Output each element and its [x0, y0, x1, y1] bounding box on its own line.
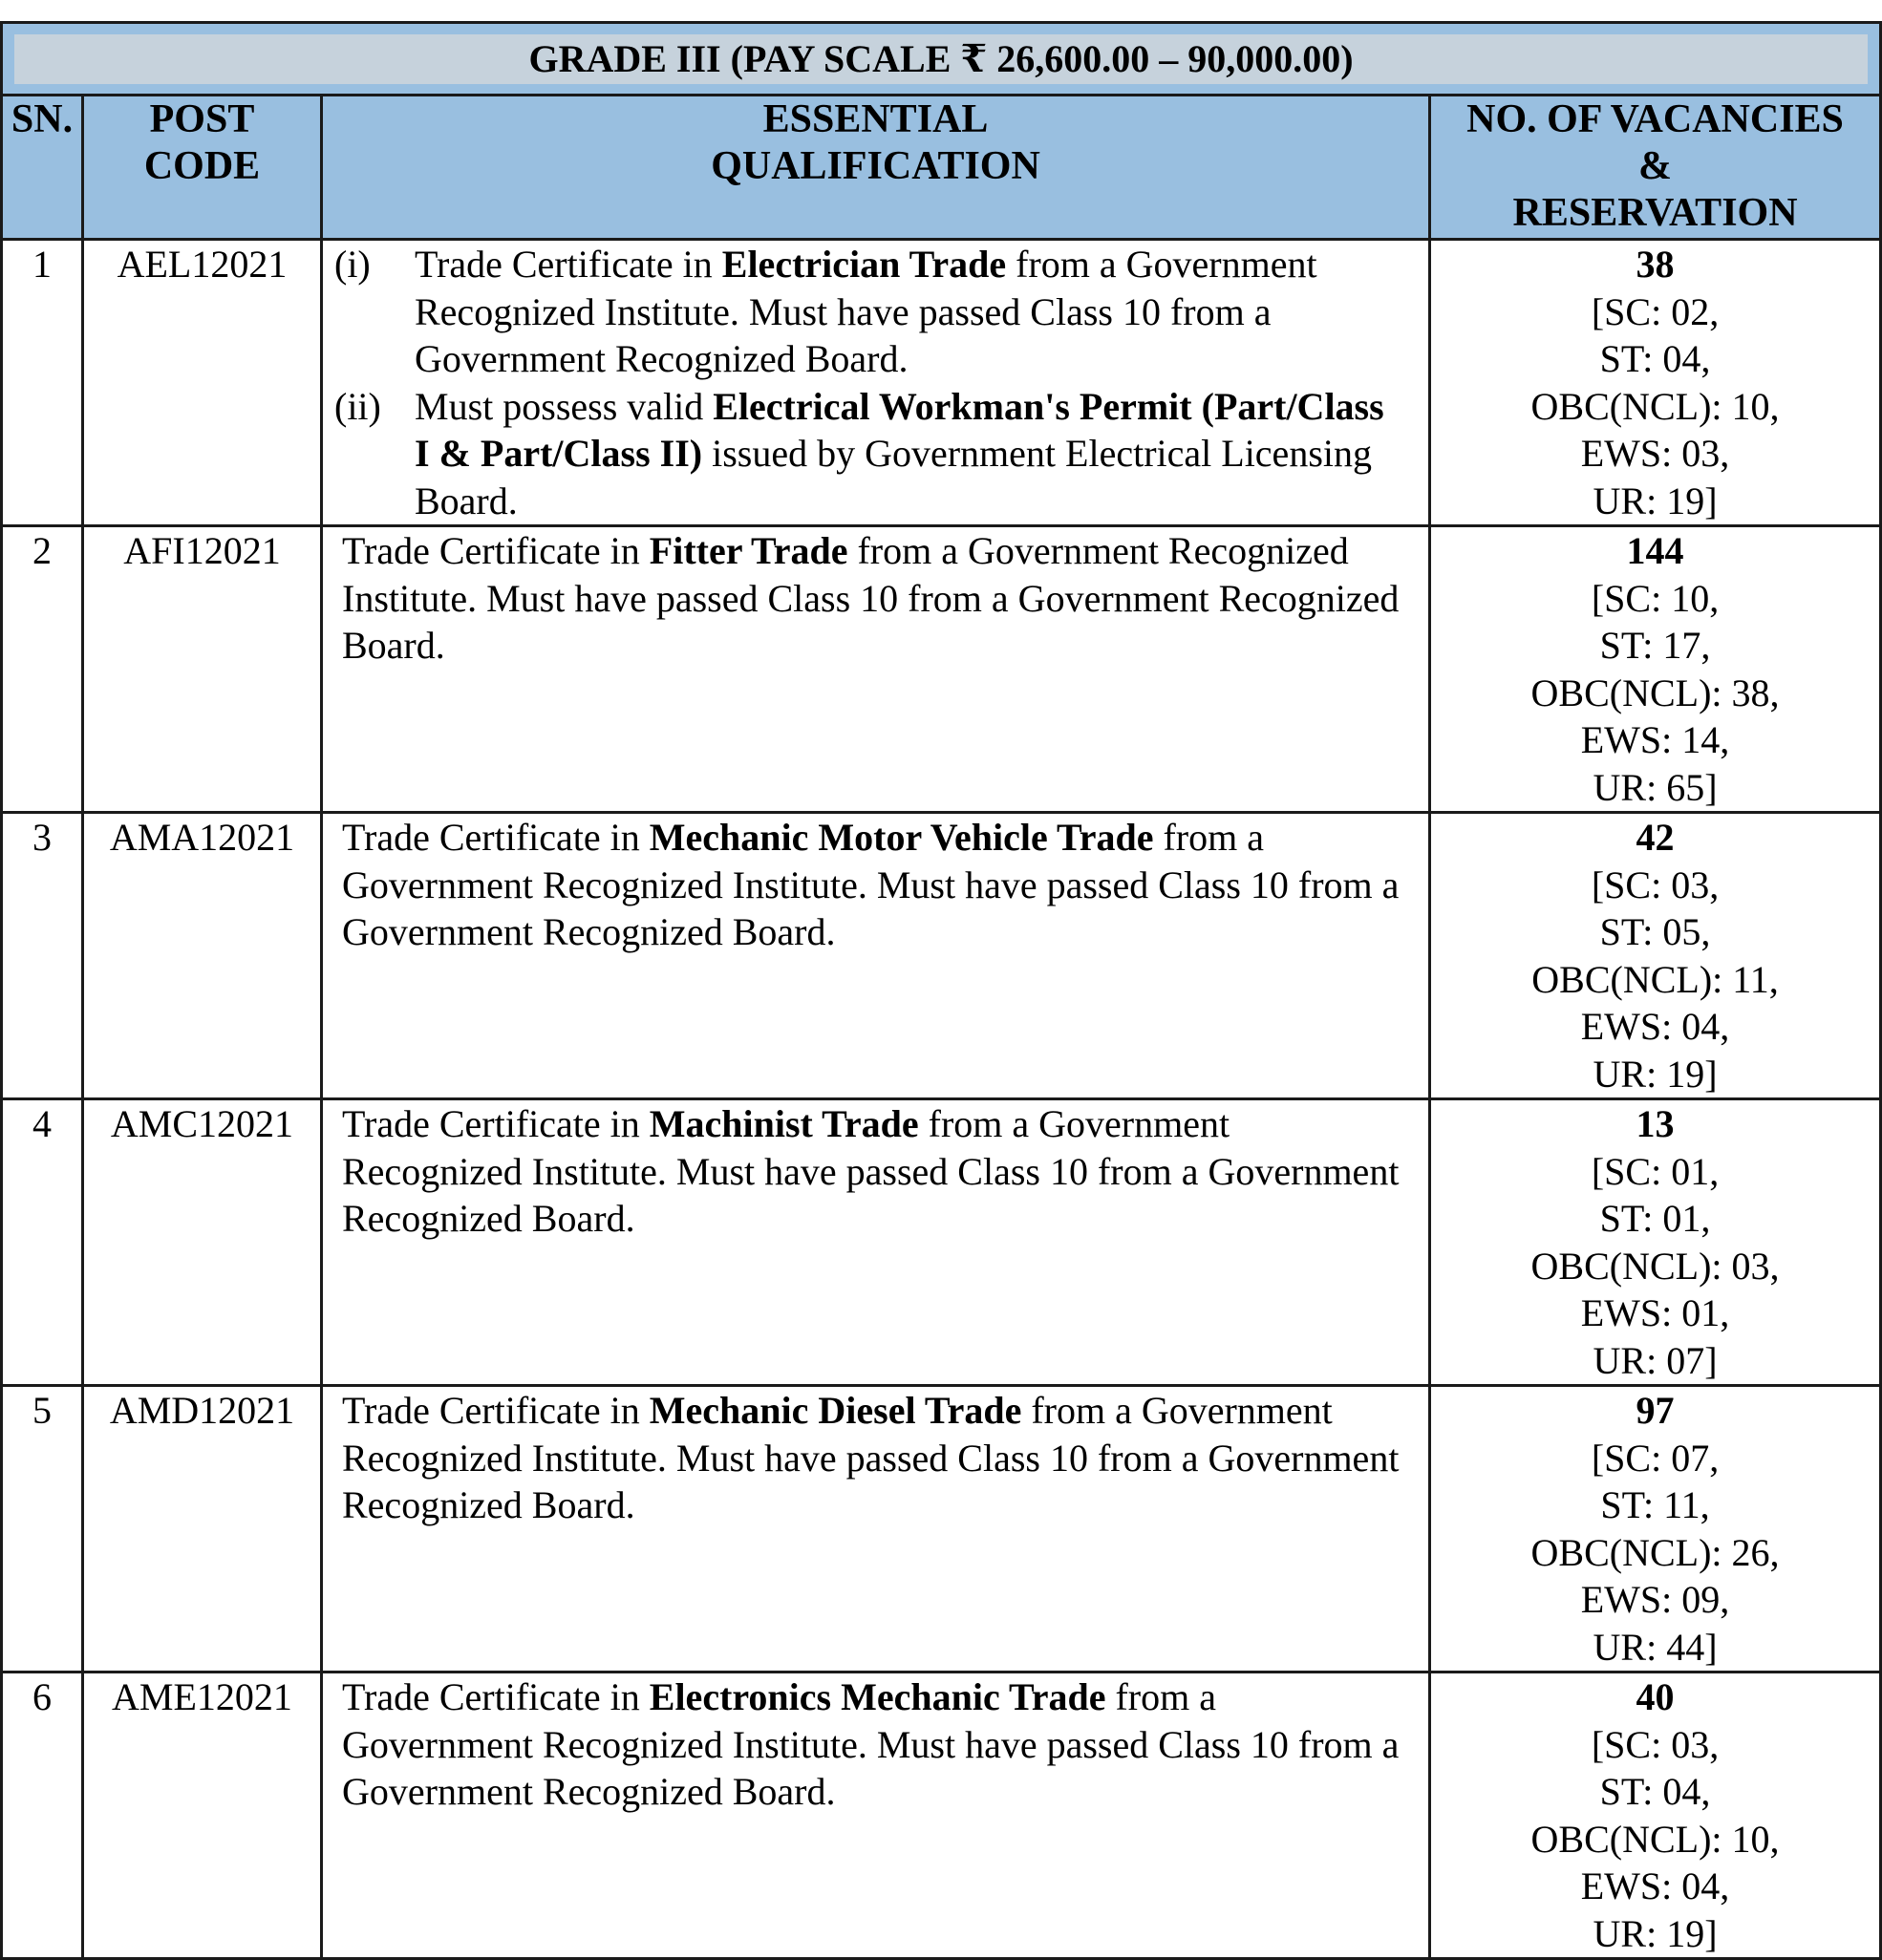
trade-name: Electrical Workman's Permit (Part/Class I & Part/Class II)	[415, 384, 1384, 475]
qualification-text: Trade Certificate in	[415, 243, 722, 286]
vacancy-total: 97	[1636, 1389, 1675, 1432]
reservation-line: [SC: 10,	[1591, 576, 1720, 620]
post-code-cell: AEL12021	[83, 240, 322, 526]
table-title-cell	[2, 23, 1881, 96]
reservation-line: [SC: 03,	[1591, 863, 1720, 906]
vacancies-cell	[1430, 1672, 1881, 1959]
trade-name: Electrician Trade	[721, 243, 1007, 286]
reservation-line: UR: 44]	[1593, 1625, 1718, 1669]
subitem-number: (i)	[334, 243, 371, 286]
header-sn: SN.	[2, 96, 83, 240]
vacancies-cell	[1430, 813, 1881, 1099]
vacancy-table	[0, 21, 1882, 1960]
trade-name: Electronics Mechanic Trade	[649, 1675, 1106, 1718]
reservation-line: ST: 17,	[1599, 624, 1711, 667]
post-code-cell: AMD12021	[83, 1386, 322, 1672]
qualification-text: from a Government Recognized Institute. Must have passed Class 10 from a Government Recognized Board.	[415, 243, 1317, 380]
reservation-line: OBC(NCL): 26,	[1530, 1530, 1780, 1574]
qualification-cell	[322, 526, 1430, 813]
reservation-line: UR: 19]	[1593, 1911, 1718, 1955]
reservation-line: OBC(NCL): 38,	[1530, 671, 1780, 714]
qualification-cell	[322, 1672, 1430, 1959]
qualification-text: from a Government Recognized Institute. Must have passed Class 10 from a Government Recognized Board.	[342, 1675, 1400, 1813]
trade-name: Fitter Trade	[649, 529, 848, 572]
vacancies-cell	[1430, 526, 1881, 813]
reservation-line: OBC(NCL): 03,	[1530, 1244, 1780, 1288]
qualification-text: Trade Certificate in	[342, 1389, 650, 1432]
reservation-line: EWS: 04,	[1580, 1005, 1730, 1048]
subitem-text	[415, 241, 1405, 383]
reservation-line: [SC: 02,	[1591, 289, 1720, 333]
qualification-text: Trade Certificate in	[342, 816, 650, 859]
reservation-line: ST: 11,	[1600, 1483, 1710, 1526]
header-post-code: POST CODE	[83, 96, 322, 240]
subitem-text	[415, 383, 1405, 525]
reservation-line: OBC(NCL): 10,	[1530, 384, 1780, 428]
qualification-cell	[322, 1099, 1430, 1386]
qualification-text: Trade Certificate in	[342, 1675, 650, 1718]
reservation-line: ST: 05,	[1599, 910, 1711, 953]
reservation-line: EWS: 09,	[1580, 1578, 1730, 1621]
qualification-subitem	[334, 383, 1405, 525]
qualification-text: from a Government Recognized Institute. Must have passed Class 10 from a Government Recognized Board.	[342, 816, 1400, 953]
reservation-line: [SC: 01,	[1591, 1149, 1720, 1193]
qualification-cell	[322, 1386, 1430, 1672]
table-row	[2, 1099, 1881, 1386]
reservation-line: UR: 65]	[1593, 765, 1718, 809]
post-code-cell: AMA12021	[83, 813, 322, 1099]
reservation-line: UR: 07]	[1593, 1338, 1718, 1382]
qualification-cell	[322, 813, 1430, 1099]
sn-cell: 6	[2, 1672, 83, 1959]
sn-cell: 3	[2, 813, 83, 1099]
reservation-line: ST: 04,	[1599, 337, 1711, 380]
post-code-cell: AFI12021	[83, 526, 322, 813]
vacancy-table-sheet	[0, 21, 1879, 1960]
reservation-line: [SC: 07,	[1591, 1436, 1720, 1480]
table-row	[2, 240, 1881, 526]
table-row	[2, 1386, 1881, 1672]
sn-cell: 1	[2, 240, 83, 526]
header-vacancies: NO. OF VACANCIES & RESERVATION	[1430, 96, 1881, 240]
vacancy-total: 40	[1636, 1675, 1675, 1718]
qualification-text: Trade Certificate in	[342, 529, 650, 572]
grade-title: GRADE III (PAY SCALE ₹ 26,600.00 – 90,000.00)	[14, 34, 1868, 84]
vacancy-total: 144	[1626, 529, 1684, 572]
sn-cell: 4	[2, 1099, 83, 1386]
sn-cell: 2	[2, 526, 83, 813]
post-code-cell: AME12021	[83, 1672, 322, 1959]
reservation-line: EWS: 04,	[1580, 1864, 1730, 1907]
qualification-text: from a Government Recognized Institute. Must have passed Class 10 from a Government Recognized Board.	[342, 529, 1400, 667]
vacancies-cell	[1430, 1386, 1881, 1672]
reservation-line: OBC(NCL): 11,	[1531, 957, 1779, 1001]
qualification-cell	[322, 240, 1430, 526]
qualification-text: from a Government Recognized Institute. Must have passed Class 10 from a Government Recognized Board.	[342, 1389, 1400, 1526]
table-title-row	[2, 23, 1881, 96]
reservation-line: EWS: 14,	[1580, 718, 1730, 761]
vacancy-total: 13	[1636, 1102, 1675, 1145]
reservation-line: UR: 19]	[1593, 1052, 1718, 1096]
qualification-text: issued by Government Electrical Licensing Board.	[415, 432, 1372, 522]
reservation-line: EWS: 03,	[1580, 432, 1730, 475]
reservation-line: ST: 01,	[1599, 1197, 1711, 1240]
table-body	[2, 240, 1881, 1959]
reservation-line: ST: 04,	[1599, 1770, 1711, 1813]
table-row	[2, 1672, 1881, 1959]
vacancy-total: 38	[1636, 243, 1675, 286]
table-row	[2, 526, 1881, 813]
reservation-line: OBC(NCL): 10,	[1530, 1817, 1780, 1861]
vacancies-cell	[1430, 240, 1881, 526]
qualification-text: Must possess valid	[415, 384, 714, 428]
qualification-text: Trade Certificate in	[342, 1102, 650, 1145]
vacancies-cell	[1430, 1099, 1881, 1386]
qualification-text: from a Government Recognized Institute. Must have passed Class 10 from a Government Recognized Board.	[342, 1102, 1400, 1240]
subitem-number: (ii)	[334, 384, 381, 428]
trade-name: Machinist Trade	[649, 1102, 919, 1145]
sn-cell: 5	[2, 1386, 83, 1672]
trade-name: Mechanic Motor Vehicle Trade	[649, 816, 1154, 859]
reservation-line: UR: 19]	[1593, 479, 1718, 522]
trade-name: Mechanic Diesel Trade	[649, 1389, 1022, 1432]
header-row	[2, 96, 1881, 240]
reservation-line: [SC: 03,	[1591, 1722, 1720, 1766]
qualification-subitem	[334, 241, 1405, 383]
header-qualification: ESSENTIAL QUALIFICATION	[322, 96, 1430, 240]
post-code-cell: AMC12021	[83, 1099, 322, 1386]
vacancy-total: 42	[1636, 816, 1675, 859]
reservation-line: EWS: 01,	[1580, 1291, 1730, 1334]
table-row	[2, 813, 1881, 1099]
